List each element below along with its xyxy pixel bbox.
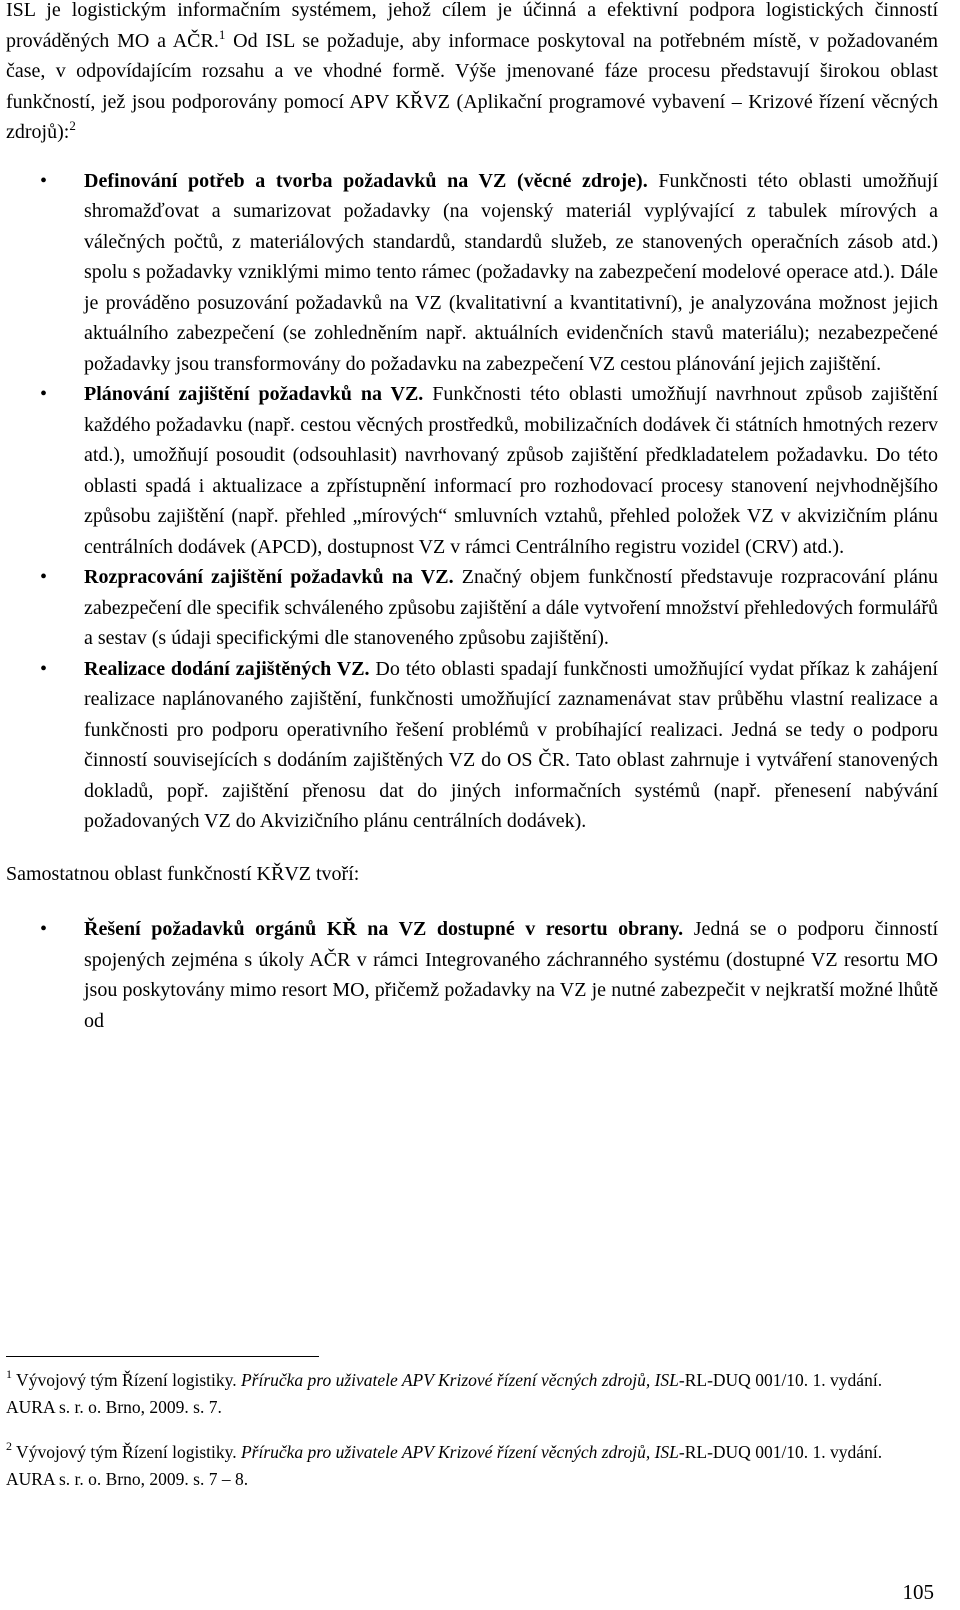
list-item [6, 166, 938, 380]
bullet-icon: • [40, 657, 48, 680]
footnote-ref-2[interactable]: 2 [69, 118, 76, 133]
intro-text-2: Od ISL se požaduje, aby informace poskytoval na potřebném místě, v požadovaném čase, v odpovídajícím rozsahu a ve vhodné formě. Výše jmenované fáze procesu představují širokou oblast funkčností, jež jsou podporovány pomocí APV KŘVZ (Aplikační programové vybavení – Krizové řízení věcných zdrojů): [6, 29, 939, 143]
intro-text-1: ISL je logistickým informačním systémem, jehož cílem je účinná a efektivní podpora logistických činností prováděných MO a AČR. [6, 0, 938, 52]
item-heading: Řešení požadavků orgánů KŘ na VZ dostupné v resortu obrany. [84, 918, 684, 940]
footnote-2 [6, 1439, 906, 1493]
list-item [6, 562, 938, 654]
footnote-1 [6, 1367, 906, 1421]
list-item [6, 654, 938, 837]
footnote-ref-1[interactable]: 1 [218, 26, 226, 42]
bullet-icon: • [40, 383, 48, 405]
bullet-icon: • [40, 566, 48, 588]
item-text: Značný objem funkčností představuje rozpracování plánu zabezpečení dle specifik schváleného způsobu zajištění a dále vytvoření množství přehledových formulářů a sestav (s údaji specifickými dle stanoveného způsobu zajištění). [84, 566, 939, 649]
footnote-number: 1 [6, 1367, 12, 1381]
list-item [6, 379, 938, 562]
footnote-details: -RL-DUQ 001/10. 1. vydání. AURA s. r. o. Brno, 2009. s. 7 – 8. [6, 1442, 883, 1489]
item-heading: Plánování zajištění požadavků na VZ. [84, 383, 424, 405]
footnote-title: Příručka pro uživatele APV Krizové řízení věcných zdrojů, ISL [240, 1370, 679, 1390]
intro-paragraph [6, 0, 938, 148]
item-heading: Rozpracování zajištění požadavků na VZ. [84, 566, 454, 588]
item-text: Do této oblasti spadají funkčnosti umožňující vydat příkaz k zahájení realizace naplánovaného zajištění, funkčnosti umožňující zaznamenávat stav průběhu vlastní realizace a funkčnosti pro podporu operativního řešení problémů v probíhající realizaci. Jedná se tedy o podporu činností souvisejících s dodáním zajištěných VZ do OS ČR. Tato oblast zahrnuje i vytváření stanovených dokladů, popř. zajištění přenosu dat do jiných informačních systémů (např. přenesení nabývání požadovaných VZ do Akvizičního plánu centrálních dodávek). [84, 657, 938, 832]
footnote-number: 2 [6, 1439, 12, 1453]
item-heading: Definování potřeb a tvorba požadavků na VZ (věcné zdroje). [84, 169, 648, 192]
separate-functions-list [6, 914, 938, 1036]
bullet-icon: • [40, 918, 48, 940]
footnote-author: Vývojový tým Řízení logistiky. [12, 1442, 241, 1462]
page-number: 105 [902, 1580, 934, 1604]
footnote-divider [6, 1356, 319, 1357]
item-text: Jedná se o podporu činností spojených zejména s úkoly AČR v rámci Integrovaného záchranného systému (dostupné VZ resortu MO jsou poskytovány mimo resort MO, přičemž požadavky na VZ je nutné zabezpečit v nejkratší možné lhůtě od [84, 918, 938, 1032]
item-text: Funkčnosti této oblasti umožňují navrhnout způsob zajištění každého požadavku (např. cestou věcných prostředků, mobilizačních dodávek či státních hmotných rezerv atd.), umožňují posoudit (odsouhlasit) navrhovaný způsob zajištění předkladatelem požadavku. Do této oblasti spadá i aktualizace a zpřístupnění informací pro rozhodovací procesy stanovení nejvhodnějšího způsobu zajištění (např. přehled „mírových“ smluvních vztahů, přehled položek VZ v akvizičním plánu centrálních dodávek (APCD), dostupnost VZ v rámci Centrálního registru vozidel (CRV) atd.). [84, 383, 938, 558]
item-heading: Realizace dodání zajištěných VZ. [84, 657, 370, 680]
bullet-icon: • [40, 169, 48, 192]
footnote-author: Vývojový tým Řízení logistiky. [12, 1370, 241, 1390]
list-item [6, 914, 938, 1036]
footnote-title: Příručka pro uživatele APV Krizové řízení věcných zdrojů, ISL [240, 1442, 679, 1462]
section-intro: Samostatnou oblast funkčností KŘVZ tvoří: [6, 862, 360, 885]
functions-list [6, 166, 938, 837]
footnote-details: -RL-DUQ 001/10. 1. vydání. AURA s. r. o. Brno, 2009. s. 7. [6, 1370, 883, 1417]
item-text: Funkčnosti této oblasti umožňují shromažďovat a sumarizovat požadavky (na vojenský materiál vyplývající z tabulek mírových a válečných počtů, z materiálových standardů, standardů služeb, ze stanovených operačních zásob atd.) spolu s požadavky vzniklými mimo tento rámec (požadavky na zabezpečení modelové operace atd.). Dále je prováděno posuzování požadavků na VZ (kvalitativní a kvantitativní), je analyzována možnost jejich aktuálního zabezpečení (se zohledněním např. aktuálních evidenčních stavů materiálu); nezabezpečené požadavky jsou transformovány do požadavku na zabezpečení VZ cestou plánování jejich zajištění. [84, 169, 939, 375]
